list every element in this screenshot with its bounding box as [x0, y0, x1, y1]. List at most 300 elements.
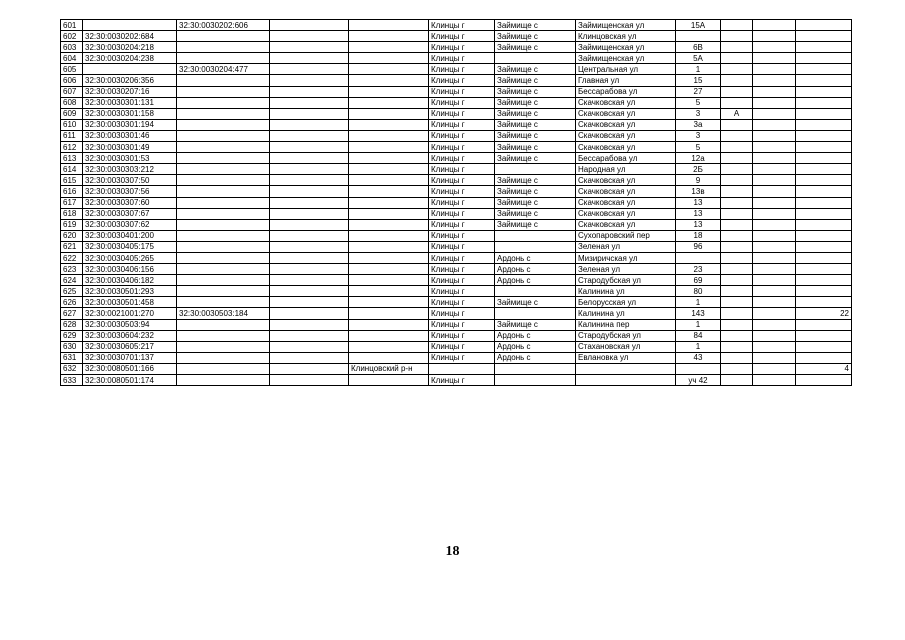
city-cell: Клинцы г	[429, 252, 495, 263]
row-number-cell: 605	[61, 64, 83, 75]
settlement-cell	[495, 308, 576, 319]
house-number-cell: 143	[676, 308, 721, 319]
house-number-cell: 3	[676, 108, 721, 119]
row-number-cell: 631	[61, 352, 83, 363]
row-number-cell: 628	[61, 319, 83, 330]
cadastral-number-cell: 32:30:0030301:194	[83, 119, 177, 130]
row-number-cell: 630	[61, 341, 83, 352]
area-cell	[796, 75, 852, 86]
area-cell	[796, 375, 852, 386]
district-cell	[349, 175, 429, 186]
empty-cell	[270, 53, 349, 64]
street-cell: Бессарабова ул	[576, 86, 676, 97]
empty-cell	[270, 108, 349, 119]
table-row	[61, 75, 852, 86]
apartment-cell	[753, 252, 796, 263]
city-cell: Клинцы г	[429, 53, 495, 64]
city-cell: Клинцы г	[429, 31, 495, 42]
house-number-cell: 5А	[676, 53, 721, 64]
house-letter-cell	[721, 20, 753, 31]
house-letter-cell	[721, 230, 753, 241]
area-cell	[796, 64, 852, 75]
house-number-cell: 3	[676, 130, 721, 141]
row-number-cell: 610	[61, 119, 83, 130]
row-number-cell: 619	[61, 219, 83, 230]
row-number-cell: 607	[61, 86, 83, 97]
house-letter-cell	[721, 352, 753, 363]
previous-number-cell	[177, 108, 270, 119]
table-row	[61, 130, 852, 141]
house-letter-cell	[721, 286, 753, 297]
previous-number-cell	[177, 97, 270, 108]
city-cell: Клинцы г	[429, 153, 495, 164]
city-cell: Клинцы г	[429, 275, 495, 286]
table-row	[61, 164, 852, 175]
house-number-cell: 69	[676, 275, 721, 286]
row-number-cell: 609	[61, 108, 83, 119]
apartment-cell	[753, 219, 796, 230]
street-cell	[576, 375, 676, 386]
previous-number-cell	[177, 375, 270, 386]
apartment-cell	[753, 319, 796, 330]
cadastral-number-cell: 32:30:0030204:218	[83, 42, 177, 53]
settlement-cell: Займище с	[495, 108, 576, 119]
street-cell: Зеленая ул	[576, 241, 676, 252]
house-letter-cell	[721, 197, 753, 208]
settlement-cell: Займище с	[495, 319, 576, 330]
district-cell	[349, 119, 429, 130]
apartment-cell	[753, 208, 796, 219]
previous-number-cell	[177, 230, 270, 241]
cadastral-number-cell: 32:30:0030406:182	[83, 275, 177, 286]
previous-number-cell	[177, 186, 270, 197]
city-cell: Клинцы г	[429, 64, 495, 75]
settlement-cell	[495, 53, 576, 64]
apartment-cell	[753, 53, 796, 64]
street-cell: Стародубская ул	[576, 275, 676, 286]
cadastral-number-cell: 32:30:0021001:270	[83, 308, 177, 319]
empty-cell	[270, 297, 349, 308]
area-cell	[796, 108, 852, 119]
settlement-cell	[495, 363, 576, 374]
city-cell: Клинцы г	[429, 286, 495, 297]
city-cell	[429, 363, 495, 374]
cadastral-number-cell: 32:30:0030307:50	[83, 175, 177, 186]
settlement-cell	[495, 286, 576, 297]
district-cell	[349, 42, 429, 53]
row-number-cell: 601	[61, 20, 83, 31]
street-cell: Калинина пер	[576, 319, 676, 330]
table-row	[61, 108, 852, 119]
cadastral-number-cell	[83, 64, 177, 75]
house-letter-cell	[721, 97, 753, 108]
district-cell	[349, 241, 429, 252]
previous-number-cell	[177, 275, 270, 286]
area-cell	[796, 286, 852, 297]
street-cell: Займищенская ул	[576, 53, 676, 64]
settlement-cell: Ардонь с	[495, 264, 576, 275]
street-cell: Клинцовская ул	[576, 31, 676, 42]
property-register-table	[60, 19, 852, 386]
empty-cell	[270, 341, 349, 352]
empty-cell	[270, 375, 349, 386]
settlement-cell: Займище с	[495, 64, 576, 75]
table-row	[61, 64, 852, 75]
district-cell	[349, 297, 429, 308]
area-cell: 22	[796, 308, 852, 319]
cadastral-number-cell: 32:30:0030301:158	[83, 108, 177, 119]
area-cell	[796, 186, 852, 197]
table-row	[61, 286, 852, 297]
street-cell: Скачковская ул	[576, 208, 676, 219]
settlement-cell	[495, 230, 576, 241]
cadastral-number-cell: 32:30:0080501:174	[83, 375, 177, 386]
apartment-cell	[753, 153, 796, 164]
district-cell	[349, 64, 429, 75]
city-cell: Клинцы г	[429, 119, 495, 130]
row-number-cell: 618	[61, 208, 83, 219]
house-letter-cell	[721, 42, 753, 53]
previous-number-cell	[177, 208, 270, 219]
settlement-cell	[495, 241, 576, 252]
apartment-cell	[753, 75, 796, 86]
city-cell: Клинцы г	[429, 230, 495, 241]
house-letter-cell	[721, 375, 753, 386]
row-number-cell: 633	[61, 375, 83, 386]
city-cell: Клинцы г	[429, 219, 495, 230]
district-cell	[349, 208, 429, 219]
apartment-cell	[753, 175, 796, 186]
house-letter-cell	[721, 330, 753, 341]
table-row	[61, 297, 852, 308]
district-cell	[349, 219, 429, 230]
house-number-cell: 1	[676, 64, 721, 75]
cadastral-number-cell: 32:30:0030307:62	[83, 219, 177, 230]
city-cell: Клинцы г	[429, 108, 495, 119]
apartment-cell	[753, 164, 796, 175]
house-letter-cell	[721, 53, 753, 64]
settlement-cell: Займище с	[495, 119, 576, 130]
empty-cell	[270, 142, 349, 153]
district-cell	[349, 164, 429, 175]
district-cell	[349, 197, 429, 208]
cadastral-number-cell	[83, 20, 177, 31]
house-letter-cell	[721, 86, 753, 97]
previous-number-cell	[177, 297, 270, 308]
house-number-cell: 15	[676, 75, 721, 86]
house-letter-cell	[721, 75, 753, 86]
house-number-cell	[676, 31, 721, 42]
street-cell: Стародубская ул	[576, 330, 676, 341]
empty-cell	[270, 153, 349, 164]
settlement-cell: Займище с	[495, 219, 576, 230]
apartment-cell	[753, 130, 796, 141]
settlement-cell: Займище с	[495, 175, 576, 186]
previous-number-cell	[177, 264, 270, 275]
settlement-cell: Займище с	[495, 130, 576, 141]
area-cell	[796, 230, 852, 241]
cadastral-number-cell: 32:30:0030501:293	[83, 286, 177, 297]
city-cell: Клинцы г	[429, 86, 495, 97]
previous-number-cell	[177, 75, 270, 86]
previous-number-cell	[177, 286, 270, 297]
settlement-cell: Ардонь с	[495, 330, 576, 341]
house-number-cell: 23	[676, 264, 721, 275]
house-number-cell: 5	[676, 97, 721, 108]
street-cell: Скачковская ул	[576, 119, 676, 130]
row-number-cell: 611	[61, 130, 83, 141]
city-cell: Клинцы г	[429, 352, 495, 363]
apartment-cell	[753, 341, 796, 352]
house-letter-cell	[721, 31, 753, 42]
house-number-cell: 27	[676, 86, 721, 97]
row-number-cell: 624	[61, 275, 83, 286]
cadastral-number-cell: 32:30:0030701:137	[83, 352, 177, 363]
city-cell: Клинцы г	[429, 319, 495, 330]
house-number-cell: 12а	[676, 153, 721, 164]
area-cell	[796, 208, 852, 219]
house-letter-cell	[721, 297, 753, 308]
street-cell: Центральная ул	[576, 64, 676, 75]
page-number: 18	[445, 544, 460, 559]
empty-cell	[270, 175, 349, 186]
previous-number-cell	[177, 153, 270, 164]
table-row	[61, 219, 852, 230]
cadastral-number-cell: 32:30:0030202:684	[83, 31, 177, 42]
street-cell: Мизиричская ул	[576, 252, 676, 263]
empty-cell	[270, 308, 349, 319]
previous-number-cell	[177, 352, 270, 363]
table-row	[61, 375, 852, 386]
empty-cell	[270, 86, 349, 97]
house-number-cell: 5	[676, 142, 721, 153]
district-cell	[349, 330, 429, 341]
cadastral-number-cell: 32:30:0030301:53	[83, 153, 177, 164]
row-number-cell: 626	[61, 297, 83, 308]
row-number-cell: 613	[61, 153, 83, 164]
house-number-cell: 3а	[676, 119, 721, 130]
previous-number-cell	[177, 241, 270, 252]
previous-number-cell	[177, 31, 270, 42]
area-cell	[796, 164, 852, 175]
table-row	[61, 175, 852, 186]
settlement-cell: Займище с	[495, 86, 576, 97]
cadastral-number-cell: 32:30:0030406:156	[83, 264, 177, 275]
settlement-cell: Займище с	[495, 97, 576, 108]
empty-cell	[270, 330, 349, 341]
city-cell: Клинцы г	[429, 341, 495, 352]
street-cell: Скачковская ул	[576, 175, 676, 186]
area-cell	[796, 197, 852, 208]
table-row	[61, 20, 852, 31]
house-number-cell: 9	[676, 175, 721, 186]
empty-cell	[270, 197, 349, 208]
street-cell: Скачковская ул	[576, 142, 676, 153]
house-number-cell: 1	[676, 319, 721, 330]
previous-number-cell	[177, 197, 270, 208]
city-cell: Клинцы г	[429, 330, 495, 341]
cadastral-number-cell: 32:30:0030303:212	[83, 164, 177, 175]
table-body	[61, 20, 852, 386]
apartment-cell	[753, 275, 796, 286]
house-letter-cell	[721, 119, 753, 130]
house-letter-cell	[721, 252, 753, 263]
previous-number-cell: 32:30:0030202:606	[177, 20, 270, 31]
district-cell	[349, 252, 429, 263]
previous-number-cell	[177, 130, 270, 141]
city-cell: Клинцы г	[429, 375, 495, 386]
row-number-cell: 622	[61, 252, 83, 263]
city-cell: Клинцы г	[429, 42, 495, 53]
district-cell	[349, 286, 429, 297]
settlement-cell: Займище с	[495, 42, 576, 53]
area-cell	[796, 241, 852, 252]
street-cell: Займищенская ул	[576, 20, 676, 31]
house-number-cell	[676, 252, 721, 263]
previous-number-cell: 32:30:0030204:477	[177, 64, 270, 75]
cadastral-number-cell: 32:30:0030503:94	[83, 319, 177, 330]
house-letter-cell	[721, 341, 753, 352]
house-number-cell: 96	[676, 241, 721, 252]
table-row	[61, 341, 852, 352]
settlement-cell: Займище с	[495, 20, 576, 31]
street-cell: Зеленая ул	[576, 264, 676, 275]
table-row	[61, 53, 852, 64]
settlement-cell: Займище с	[495, 75, 576, 86]
district-cell	[349, 142, 429, 153]
apartment-cell	[753, 308, 796, 319]
house-letter-cell: А	[721, 108, 753, 119]
table-row	[61, 230, 852, 241]
area-cell	[796, 130, 852, 141]
district-cell	[349, 97, 429, 108]
house-number-cell: 13	[676, 197, 721, 208]
street-cell: Белорусская ул	[576, 297, 676, 308]
city-cell: Клинцы г	[429, 175, 495, 186]
house-letter-cell	[721, 186, 753, 197]
row-number-cell: 604	[61, 53, 83, 64]
area-cell	[796, 97, 852, 108]
row-number-cell: 617	[61, 197, 83, 208]
city-cell: Клинцы г	[429, 164, 495, 175]
apartment-cell	[753, 352, 796, 363]
table-row	[61, 186, 852, 197]
apartment-cell	[753, 375, 796, 386]
empty-cell	[270, 275, 349, 286]
house-number-cell: 13	[676, 219, 721, 230]
district-cell	[349, 230, 429, 241]
empty-cell	[270, 75, 349, 86]
settlement-cell: Займище с	[495, 186, 576, 197]
settlement-cell: Займище с	[495, 142, 576, 153]
apartment-cell	[753, 108, 796, 119]
empty-cell	[270, 264, 349, 275]
area-cell	[796, 20, 852, 31]
row-number-cell: 603	[61, 42, 83, 53]
settlement-cell: Займище с	[495, 208, 576, 219]
city-cell: Клинцы г	[429, 75, 495, 86]
apartment-cell	[753, 264, 796, 275]
street-cell: Калинина ул	[576, 286, 676, 297]
apartment-cell	[753, 186, 796, 197]
house-number-cell: уч 42	[676, 375, 721, 386]
area-cell: 4	[796, 363, 852, 374]
cadastral-number-cell: 32:30:0030301:49	[83, 142, 177, 153]
apartment-cell	[753, 42, 796, 53]
house-letter-cell	[721, 64, 753, 75]
row-number-cell: 620	[61, 230, 83, 241]
cadastral-number-cell: 32:30:0030307:56	[83, 186, 177, 197]
table-row	[61, 252, 852, 263]
cadastral-number-cell: 32:30:0030301:46	[83, 130, 177, 141]
table-row	[61, 119, 852, 130]
table-row	[61, 352, 852, 363]
area-cell	[796, 341, 852, 352]
area-cell	[796, 31, 852, 42]
house-letter-cell	[721, 130, 753, 141]
table-row	[61, 264, 852, 275]
previous-number-cell	[177, 175, 270, 186]
area-cell	[796, 352, 852, 363]
city-cell: Клинцы г	[429, 97, 495, 108]
house-number-cell: 2Б	[676, 164, 721, 175]
street-cell: Скачковская ул	[576, 130, 676, 141]
row-number-cell: 612	[61, 142, 83, 153]
street-cell: Бессарабова ул	[576, 153, 676, 164]
area-cell	[796, 275, 852, 286]
row-number-cell: 608	[61, 97, 83, 108]
previous-number-cell	[177, 142, 270, 153]
empty-cell	[270, 42, 349, 53]
empty-cell	[270, 186, 349, 197]
previous-number-cell	[177, 341, 270, 352]
house-letter-cell	[721, 363, 753, 374]
area-cell	[796, 264, 852, 275]
house-letter-cell	[721, 153, 753, 164]
settlement-cell: Займище с	[495, 153, 576, 164]
empty-cell	[270, 208, 349, 219]
empty-cell	[270, 363, 349, 374]
district-cell	[349, 20, 429, 31]
house-number-cell: 1	[676, 297, 721, 308]
row-number-cell: 629	[61, 330, 83, 341]
table-row	[61, 319, 852, 330]
district-cell	[349, 341, 429, 352]
apartment-cell	[753, 241, 796, 252]
apartment-cell	[753, 64, 796, 75]
city-cell: Клинцы г	[429, 130, 495, 141]
street-cell: Евлановка ул	[576, 352, 676, 363]
apartment-cell	[753, 142, 796, 153]
cadastral-number-cell: 32:30:0030206:356	[83, 75, 177, 86]
previous-number-cell	[177, 119, 270, 130]
cadastral-number-cell: 32:30:0030604:232	[83, 330, 177, 341]
district-cell	[349, 186, 429, 197]
empty-cell	[270, 97, 349, 108]
house-letter-cell	[721, 264, 753, 275]
house-number-cell: 6В	[676, 42, 721, 53]
apartment-cell	[753, 286, 796, 297]
settlement-cell: Ардонь с	[495, 352, 576, 363]
previous-number-cell	[177, 363, 270, 374]
table-row	[61, 308, 852, 319]
area-cell	[796, 297, 852, 308]
previous-number-cell	[177, 53, 270, 64]
previous-number-cell	[177, 252, 270, 263]
house-letter-cell	[721, 241, 753, 252]
apartment-cell	[753, 119, 796, 130]
table-row	[61, 142, 852, 153]
